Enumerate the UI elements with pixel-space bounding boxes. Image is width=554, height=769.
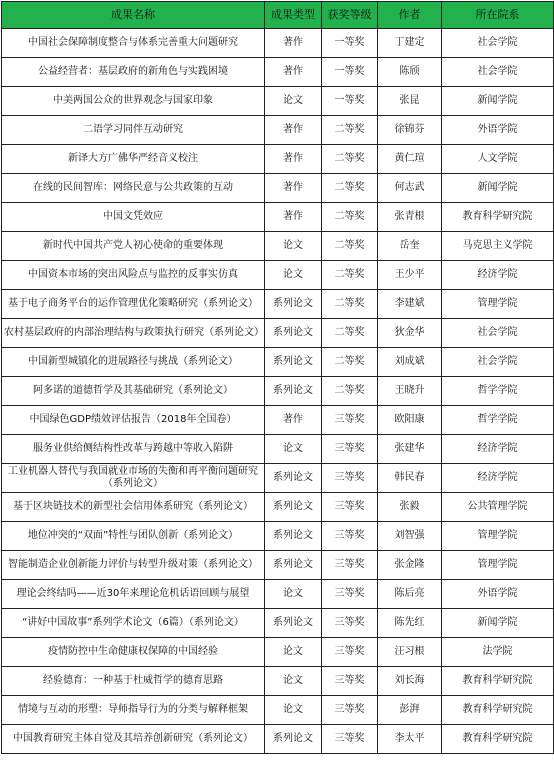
cell-achievement-name: 工业机器人替代与我国就业市场的失衡和再平衡问题研究（系列论文） <box>2 464 265 493</box>
header-department: 所在院系 <box>442 2 554 29</box>
table-row <box>2 696 554 725</box>
cell-award-level: 三等奖 <box>322 580 378 609</box>
cell-award-level: 三等奖 <box>322 609 378 638</box>
cell-achievement-name: 在线的民间智库：网络民意与公共政策的互动 <box>2 174 265 203</box>
cell-author: 徐锦芬 <box>378 116 442 145</box>
cell-achievement-type: 系列论文 <box>265 464 322 493</box>
cell-award-level: 三等奖 <box>322 638 378 667</box>
cell-award-level: 二等奖 <box>322 348 378 377</box>
cell-author: 陈先红 <box>378 609 442 638</box>
cell-achievement-type: 系列论文 <box>265 725 322 754</box>
cell-achievement-type: 著作 <box>265 58 322 87</box>
cell-award-level: 一等奖 <box>322 29 378 58</box>
cell-department: 管理学院 <box>442 290 554 319</box>
cell-achievement-type: 论文 <box>265 87 322 116</box>
cell-department: 教育科学研究院 <box>442 203 554 232</box>
cell-achievement-type: 著作 <box>265 145 322 174</box>
cell-department: 法学院 <box>442 638 554 667</box>
cell-department: 公共管理学院 <box>442 493 554 522</box>
table-row <box>2 290 554 319</box>
cell-achievement-type: 系列论文 <box>265 551 322 580</box>
cell-author: 刘智强 <box>378 522 442 551</box>
cell-achievement-type: 系列论文 <box>265 493 322 522</box>
cell-award-level: 二等奖 <box>322 232 378 261</box>
cell-achievement-name: 农村基层政府的内部治理结构与政策执行研究（系列论文） <box>2 319 265 348</box>
table-row <box>2 174 554 203</box>
table-header <box>2 2 554 29</box>
cell-department: 管理学院 <box>442 522 554 551</box>
cell-award-level: 二等奖 <box>322 145 378 174</box>
cell-achievement-name: 阿多诺的道德哲学及其基础研究（系列论文） <box>2 377 265 406</box>
cell-award-level: 二等奖 <box>322 203 378 232</box>
cell-department: 人文学院 <box>442 145 554 174</box>
table-row <box>2 580 554 609</box>
cell-department: 新闻学院 <box>442 174 554 203</box>
cell-achievement-type: 论文 <box>265 667 322 696</box>
cell-achievement-name: 中国新型城镇化的进展路径与挑战（系列论文） <box>2 348 265 377</box>
cell-award-level: 三等奖 <box>322 667 378 696</box>
cell-department: 经济学院 <box>442 261 554 290</box>
cell-achievement-name: 经验德育：一种基于杜威哲学的德育思路 <box>2 667 265 696</box>
cell-author: 刘成斌 <box>378 348 442 377</box>
cell-achievement-name: 智能制造企业创新能力评价与转型升级对策（系列论文） <box>2 551 265 580</box>
cell-author: 刘长海 <box>378 667 442 696</box>
cell-author: 李建斌 <box>378 290 442 319</box>
cell-achievement-type: 系列论文 <box>265 290 322 319</box>
cell-author: 欧阳康 <box>378 406 442 435</box>
cell-department: 管理学院 <box>442 551 554 580</box>
cell-department: 社会学院 <box>442 348 554 377</box>
cell-author: 李太平 <box>378 725 442 754</box>
cell-achievement-type: 系列论文 <box>265 522 322 551</box>
cell-department: 经济学院 <box>442 464 554 493</box>
cell-achievement-name: 基于区块链技术的新型社会信用体系研究（系列论文） <box>2 493 265 522</box>
cell-award-level: 二等奖 <box>322 116 378 145</box>
cell-achievement-name: 中国绿色GDP绩效评估报告（2018年全国卷） <box>2 406 265 435</box>
cell-achievement-type: 论文 <box>265 696 322 725</box>
cell-achievement-type: 著作 <box>265 203 322 232</box>
cell-achievement-type: 著作 <box>265 406 322 435</box>
cell-achievement-name: 公益经营者：基层政府的新角色与实践困境 <box>2 58 265 87</box>
cell-award-level: 三等奖 <box>322 522 378 551</box>
cell-author: 王少平 <box>378 261 442 290</box>
header-achievement-type: 成果类型 <box>265 2 322 29</box>
cell-achievement-type: 著作 <box>265 29 322 58</box>
cell-award-level: 三等奖 <box>322 406 378 435</box>
cell-department: 教育科学研究院 <box>442 696 554 725</box>
awards-table <box>1 1 554 754</box>
table-row <box>2 377 554 406</box>
cell-department: 新闻学院 <box>442 87 554 116</box>
cell-achievement-name: 新译大方广佛华严经音义校注 <box>2 145 265 174</box>
cell-achievement-type: 系列论文 <box>265 319 322 348</box>
cell-achievement-name: 中国文凭效应 <box>2 203 265 232</box>
cell-achievement-name: 理论会终结吗——近30年来理论危机话语回顾与展望 <box>2 580 265 609</box>
cell-achievement-type: 系列论文 <box>265 377 322 406</box>
table-row <box>2 87 554 116</box>
table-row <box>2 406 554 435</box>
cell-achievement-name: 中国教育研究主体自觉及其培养创新研究（系列论文） <box>2 725 265 754</box>
cell-award-level: 三等奖 <box>322 435 378 464</box>
table-row <box>2 609 554 638</box>
cell-department: 哲学学院 <box>442 406 554 435</box>
table-row <box>2 232 554 261</box>
cell-achievement-name: 二语学习同伴互动研究 <box>2 116 265 145</box>
cell-award-level: 二等奖 <box>322 290 378 319</box>
cell-achievement-type: 论文 <box>265 638 322 667</box>
header-row <box>2 2 554 29</box>
cell-author: 张金隆 <box>378 551 442 580</box>
cell-author: 韩民春 <box>378 464 442 493</box>
header-award-level: 获奖等级 <box>322 2 378 29</box>
cell-department: 外语学院 <box>442 116 554 145</box>
cell-achievement-name: 疫情防控中生命健康权保障的中国经验 <box>2 638 265 667</box>
table-row <box>2 145 554 174</box>
table-row <box>2 319 554 348</box>
cell-department: 社会学院 <box>442 319 554 348</box>
cell-achievement-type: 系列论文 <box>265 348 322 377</box>
table-row <box>2 638 554 667</box>
cell-author: 张毅 <box>378 493 442 522</box>
cell-achievement-type: 论文 <box>265 261 322 290</box>
cell-author: 汪习根 <box>378 638 442 667</box>
cell-author: 何志武 <box>378 174 442 203</box>
cell-achievement-name: 地位冲突的“双面”特性与团队创新（系列论文） <box>2 522 265 551</box>
cell-department: 社会学院 <box>442 29 554 58</box>
table-row <box>2 58 554 87</box>
cell-author: 张青根 <box>378 203 442 232</box>
table-row <box>2 522 554 551</box>
cell-department: 社会学院 <box>442 58 554 87</box>
cell-award-level: 三等奖 <box>322 493 378 522</box>
cell-author: 陈颀 <box>378 58 442 87</box>
cell-department: 哲学学院 <box>442 377 554 406</box>
cell-award-level: 二等奖 <box>322 261 378 290</box>
cell-achievement-type: 系列论文 <box>265 609 322 638</box>
header-author: 作者 <box>378 2 442 29</box>
cell-achievement-name: 基于电子商务平台的运作管理优化策略研究（系列论文） <box>2 290 265 319</box>
cell-achievement-name: 中国资本市场的突出风险点与监控的反事实仿真 <box>2 261 265 290</box>
cell-achievement-name: 新时代中国共产党人初心使命的重要体现 <box>2 232 265 261</box>
cell-author: 张昆 <box>378 87 442 116</box>
cell-award-level: 三等奖 <box>322 551 378 580</box>
cell-achievement-type: 著作 <box>265 174 322 203</box>
cell-award-level: 二等奖 <box>322 377 378 406</box>
table-body <box>2 29 554 754</box>
table-row <box>2 551 554 580</box>
cell-department: 经济学院 <box>442 435 554 464</box>
cell-author: 岳奎 <box>378 232 442 261</box>
cell-department: 马克思主义学院 <box>442 232 554 261</box>
cell-achievement-name: 中国社会保障制度整合与体系完善重大问题研究 <box>2 29 265 58</box>
cell-department: 外语学院 <box>442 580 554 609</box>
cell-award-level: 二等奖 <box>322 174 378 203</box>
cell-achievement-name: 服务业供给侧结构性改革与跨越中等收入陷阱 <box>2 435 265 464</box>
table-row <box>2 435 554 464</box>
cell-achievement-type: 论文 <box>265 580 322 609</box>
table-row <box>2 667 554 696</box>
cell-author: 黄仁瑄 <box>378 145 442 174</box>
table-row <box>2 348 554 377</box>
cell-department: 新闻学院 <box>442 609 554 638</box>
cell-department: 教育科学研究院 <box>442 667 554 696</box>
cell-achievement-type: 论文 <box>265 232 322 261</box>
cell-author: 张建华 <box>378 435 442 464</box>
cell-author: 狄金华 <box>378 319 442 348</box>
cell-award-level: 三等奖 <box>322 464 378 493</box>
table-row <box>2 29 554 58</box>
table-row <box>2 116 554 145</box>
cell-award-level: 二等奖 <box>322 319 378 348</box>
cell-author: 彭湃 <box>378 696 442 725</box>
cell-achievement-name: “讲好中国故事”系列学术论文（6篇）（系列论文） <box>2 609 265 638</box>
table-row <box>2 725 554 754</box>
table-row <box>2 261 554 290</box>
table-row <box>2 203 554 232</box>
cell-author: 丁建定 <box>378 29 442 58</box>
header-achievement-name: 成果名称 <box>2 2 265 29</box>
cell-achievement-type: 论文 <box>265 435 322 464</box>
cell-award-level: 三等奖 <box>322 725 378 754</box>
cell-award-level: 一等奖 <box>322 58 378 87</box>
cell-achievement-name: 情境与互动的形塑：导师指导行为的分类与解释框架 <box>2 696 265 725</box>
cell-department: 教育科学研究院 <box>442 725 554 754</box>
cell-award-level: 三等奖 <box>322 696 378 725</box>
cell-award-level: 一等奖 <box>322 87 378 116</box>
cell-author: 王晓升 <box>378 377 442 406</box>
table-row <box>2 493 554 522</box>
cell-achievement-type: 著作 <box>265 116 322 145</box>
table-row <box>2 464 554 493</box>
cell-achievement-name: 中美两国公众的世界观念与国家印象 <box>2 87 265 116</box>
cell-author: 陈后亮 <box>378 580 442 609</box>
